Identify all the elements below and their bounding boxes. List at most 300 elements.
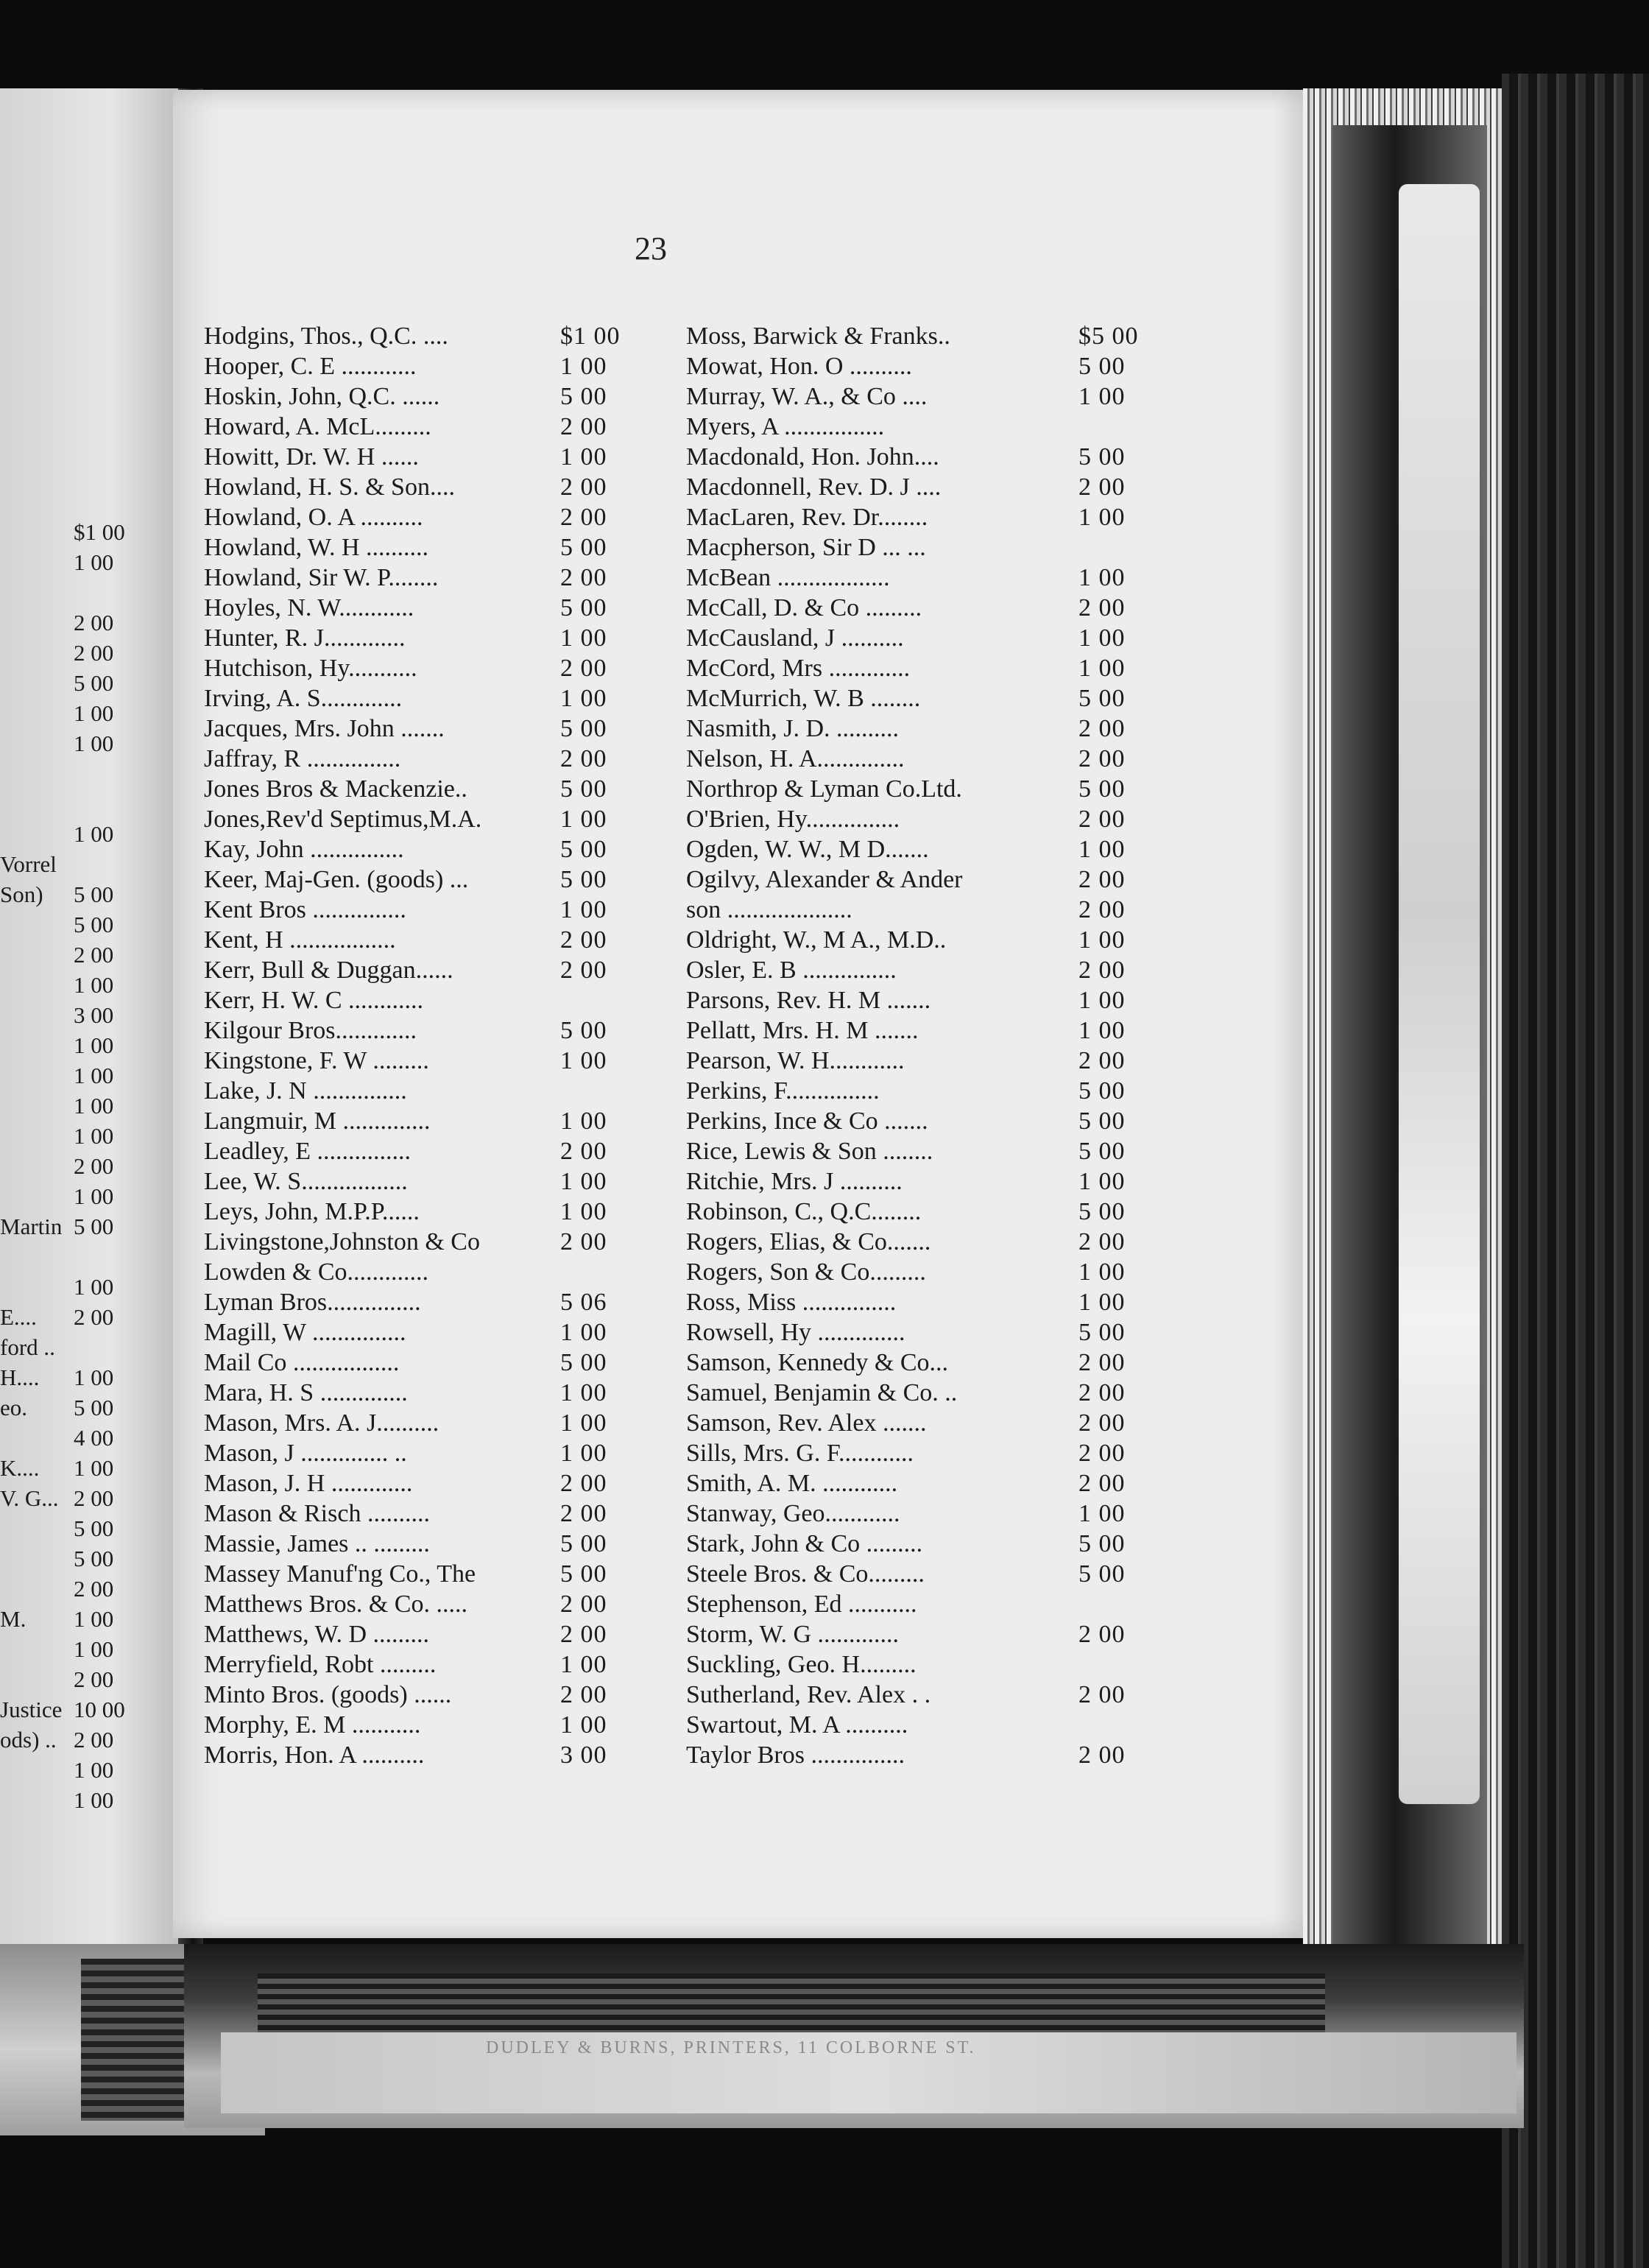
subscriber-name: Jones Bros & Mackenzie..: [204, 775, 467, 803]
left-page-amount: 5 00: [74, 1546, 114, 1571]
subscriber-name: Leadley, E ...............: [204, 1138, 412, 1165]
subscription-amount: 2 00: [1078, 806, 1126, 833]
left-page-amount: 3 00: [74, 1002, 114, 1028]
subscriber-name: Hodgins, Thos., Q.C. ....: [204, 323, 448, 350]
subscriber-name: Oldright, W., M A., M.D..: [686, 926, 947, 954]
subscription-amount: 2 00: [1078, 1409, 1126, 1437]
subscriber-name: Howland, H. S. & Son....: [204, 473, 455, 501]
subscriber-row: [204, 1197, 638, 1227]
subscriber-row: [204, 1076, 638, 1106]
subscription-amount: 2 00: [1078, 1379, 1126, 1406]
subscription-amount: 5 00: [1078, 1560, 1126, 1588]
left-page-row: [0, 1395, 177, 1424]
subscriber-name: Perkins, Ince & Co .......: [686, 1107, 928, 1135]
subscriber-row: [686, 1710, 1143, 1740]
left-page-row: [0, 1546, 177, 1575]
subscription-amount: 2 00: [1078, 866, 1126, 893]
left-page-name-fragment: H....: [0, 1364, 40, 1390]
subscriber-name: Howland, O. A ..........: [204, 504, 423, 531]
subscriber-row: [686, 623, 1143, 653]
subscriber-name: Taylor Bros ...............: [686, 1742, 905, 1769]
subscription-amount: 1 00: [560, 896, 607, 923]
subscriber-name: Hoskin, John, Q.C. ......: [204, 383, 440, 410]
subscriber-name: Kerr, H. W. C ............: [204, 987, 424, 1014]
subscriber-name: Storm, W. G .............: [686, 1621, 900, 1648]
left-page-row: [0, 972, 177, 1001]
subscriber-row: [204, 1619, 638, 1649]
subscriber-name: Samuel, Benjamin & Co. ..: [686, 1379, 958, 1406]
subscriber-row: [686, 321, 1143, 351]
subscriber-row: [204, 1559, 638, 1589]
subscriber-name: Osler, E. B ...............: [686, 957, 897, 984]
subscriber-name: McCausland, J ..........: [686, 624, 904, 652]
left-page-row: [0, 429, 177, 458]
left-page-row: [0, 1063, 177, 1092]
subscriber-row: [686, 1257, 1143, 1287]
subscriber-name: Howitt, Dr. W. H ......: [204, 443, 419, 471]
subscriber-row: [686, 834, 1143, 864]
left-page-name-fragment: Vorrel: [0, 851, 57, 877]
subscriber-row: [204, 1649, 638, 1680]
subscription-amount: 5 00: [560, 715, 607, 742]
subscriber-name: Macdonald, Hon. John....: [686, 443, 939, 471]
subscriber-row: [204, 1287, 638, 1317]
subscriber-row: [204, 442, 638, 472]
subscriber-row: [204, 955, 638, 985]
subscription-amount: 5 00: [560, 594, 607, 621]
subscription-amount: 5 00: [560, 866, 607, 893]
subscriber-name: Pellatt, Mrs. H. M .......: [686, 1017, 919, 1044]
left-page-row: [0, 1455, 177, 1485]
subscriber-row: [204, 1589, 638, 1619]
subscriber-row: [686, 472, 1143, 502]
subscriber-row: [686, 412, 1143, 442]
left-page-amount: 1 00: [74, 1364, 114, 1390]
subscriber-name: Lowden & Co.............: [204, 1258, 429, 1286]
left-page-amount: 5 00: [74, 881, 114, 907]
subscription-amount: 1 00: [1078, 987, 1126, 1014]
left-page-name-fragment: Martin: [0, 1214, 63, 1239]
left-page-name-fragment: Justice: [0, 1697, 63, 1722]
subscriber-name: Kay, John ...............: [204, 836, 404, 863]
left-page-amount: 2 00: [74, 1727, 114, 1753]
subscriber-row: [204, 1680, 638, 1710]
left-page-row: [0, 1002, 177, 1032]
subscriber-row: [686, 653, 1143, 683]
subscriber-name: Smith, A. M. ............: [686, 1470, 898, 1497]
subscriber-name: Ogilvy, Alexander & Ander: [686, 866, 963, 893]
left-page-amount: 1 00: [74, 1787, 114, 1813]
subscriber-row: [686, 1166, 1143, 1197]
left-page-row: [0, 1727, 177, 1756]
subscription-amount: 1 00: [1078, 504, 1126, 531]
subscriber-row: [686, 744, 1143, 774]
left-page-row: [0, 791, 177, 820]
subscriber-row: [204, 381, 638, 412]
subscription-amount: 2 00: [560, 564, 607, 591]
subscriber-name: Samson, Rev. Alex .......: [686, 1409, 927, 1437]
left-page-amount: 1 00: [74, 1757, 114, 1783]
subscriber-row: [204, 714, 638, 744]
left-page-amount: 2 00: [74, 1666, 114, 1692]
subscriber-name: Leys, John, M.P.P......: [204, 1198, 420, 1225]
left-page-amount: 2 00: [74, 610, 114, 635]
left-page-row: [0, 700, 177, 730]
subscription-amount: 1 00: [560, 443, 607, 471]
subscriber-name: Magill, W ...............: [204, 1319, 406, 1346]
subscriber-row: [204, 1317, 638, 1348]
left-page-amount: 1 00: [74, 1093, 114, 1119]
subscriber-name: Livingstone,Johnston & Co: [204, 1228, 480, 1256]
subscriber-row: [204, 804, 638, 834]
subscription-amount: 5 00: [560, 1017, 607, 1044]
left-page-amount: 2 00: [74, 640, 114, 666]
left-page-amount: 1 00: [74, 972, 114, 998]
left-page-amount: 1 00: [74, 700, 114, 726]
subscriber-name: Stark, John & Co .........: [686, 1530, 923, 1557]
subscriber-name: Macpherson, Sir D ... ...: [686, 534, 926, 561]
subscriber-name: MacLaren, Rev. Dr........: [686, 504, 928, 531]
subscriber-name: Irving, A. S.............: [204, 685, 403, 712]
subscriber-name: Sills, Mrs. G. F............: [686, 1440, 914, 1467]
subscription-amount: 2 00: [1078, 1047, 1126, 1074]
subscriber-name: Massey Manuf'ng Co., The: [204, 1560, 476, 1588]
subscription-amount: 5 00: [560, 1560, 607, 1588]
page-stack-highlight: [1399, 184, 1480, 1804]
subscriber-row: [204, 834, 638, 864]
subscriber-row: [686, 1106, 1143, 1136]
subscriber-name: son ....................: [686, 896, 852, 923]
subscription-amount: 1 00: [560, 1319, 607, 1346]
subscriber-name: Kingstone, F. W .........: [204, 1047, 429, 1074]
subscription-amount: 1 00: [1078, 1289, 1126, 1316]
subscriber-row: [204, 1136, 638, 1166]
subscriber-row: [686, 1076, 1143, 1106]
subscription-amount: 1 00: [560, 1409, 607, 1437]
subscription-amount: 5 00: [1078, 353, 1126, 380]
left-page-row: [0, 1425, 177, 1454]
subscription-amount: 2 00: [1078, 1349, 1126, 1376]
subscriber-name: Northrop & Lyman Co.Ltd.: [686, 775, 962, 803]
subscriber-name: Mason, J .............. ..: [204, 1440, 407, 1467]
subscriber-row: [686, 563, 1143, 593]
subscription-amount: 5 00: [1078, 1138, 1126, 1165]
subscription-amount: 5 00: [1078, 1530, 1126, 1557]
subscriber-row: [686, 1680, 1143, 1710]
left-page-row: [0, 1757, 177, 1786]
subscriber-row: [686, 1619, 1143, 1649]
subscriber-row: [686, 955, 1143, 985]
subscription-amount: 1 00: [1078, 1168, 1126, 1195]
subscriber-row: [204, 351, 638, 381]
subscription-amount: 2 00: [560, 1228, 607, 1256]
subscription-amount: 2 00: [560, 655, 607, 682]
subscriber-row: [686, 1015, 1143, 1046]
subscriber-row: [686, 1317, 1143, 1348]
subscriber-row: [686, 1438, 1143, 1468]
subscription-amount: 1 00: [560, 806, 607, 833]
left-page-row: [0, 821, 177, 850]
subscription-amount: 2 00: [1078, 1228, 1126, 1256]
subscriber-name: Perkins, F...............: [686, 1077, 880, 1105]
subscriber-name: Hoyles, N. W............: [204, 594, 414, 621]
left-page-amount: 1 00: [74, 1274, 114, 1300]
subscription-amount: 2 00: [1078, 473, 1126, 501]
left-page-row: [0, 942, 177, 971]
left-page-row: [0, 398, 177, 428]
left-page-row: [0, 670, 177, 700]
subscriber-row: [204, 1740, 638, 1770]
subscription-amount: 1 00: [560, 1047, 607, 1074]
subscription-amount: 1 00: [1078, 655, 1126, 682]
subscriber-row: [204, 1106, 638, 1136]
subscriber-name: Nasmith, J. D. ..........: [686, 715, 899, 742]
subscriber-name: McBean ..................: [686, 564, 890, 591]
left-page-row: [0, 368, 177, 398]
subscriber-row: [686, 683, 1143, 714]
left-page-row: [0, 1515, 177, 1545]
left-page-amount: 2 00: [74, 1153, 114, 1179]
subscription-amount: 2 00: [1078, 1681, 1126, 1708]
subscription-amount: 1 00: [1078, 383, 1126, 410]
subscription-amount: $5 00: [1078, 323, 1139, 350]
subscriber-name: Hunter, R. J.............: [204, 624, 406, 652]
subscription-amount: 2 00: [560, 1621, 607, 1648]
left-page-row: [0, 881, 177, 911]
subscription-amount: 2 00: [1078, 896, 1126, 923]
subscriber-name: Keer, Maj-Gen. (goods) ...: [204, 866, 469, 893]
subscriber-name: Massie, James .. .........: [204, 1530, 430, 1557]
left-page-amount: $1 00: [74, 519, 125, 545]
subscriber-row: [204, 895, 638, 925]
subscriber-name: Moss, Barwick & Franks..: [686, 323, 950, 350]
subscriber-row: [686, 1740, 1143, 1770]
subscriber-row: [204, 1468, 638, 1498]
subscriber-row: [686, 864, 1143, 895]
subscriber-name: Ritchie, Mrs. J ..........: [686, 1168, 903, 1195]
left-page-name-fragment: eo.: [0, 1395, 28, 1420]
subscriber-name: Howland, Sir W. P........: [204, 564, 439, 591]
page-number: 23: [635, 230, 667, 267]
subscriber-name: Lake, J. N ...............: [204, 1077, 407, 1105]
subscriber-name: Mowat, Hon. O ..........: [686, 353, 912, 380]
subscriber-name: Macdonnell, Rev. D. J ....: [686, 473, 942, 501]
subscriber-row: [204, 1498, 638, 1529]
left-page-row: [0, 1485, 177, 1515]
subscriber-row: [686, 714, 1143, 744]
subscription-amount: 1 00: [560, 1168, 607, 1195]
subscription-amount: 5 00: [1078, 685, 1126, 712]
left-page-row: [0, 1244, 177, 1273]
left-page-amount: 1 00: [74, 549, 114, 575]
left-page-row: [0, 459, 177, 488]
subscription-amount: 1 00: [1078, 564, 1126, 591]
subscriber-name: Swartout, M. A ..........: [686, 1711, 908, 1739]
subscriber-row: [204, 1378, 638, 1408]
subscriber-row: [204, 744, 638, 774]
left-page-row: [0, 1697, 177, 1726]
subscription-amount: 5 00: [560, 836, 607, 863]
subscriber-name: Nelson, H. A..............: [686, 745, 905, 772]
subscription-amount: 3 00: [560, 1742, 607, 1769]
left-page-amount: 5 00: [74, 912, 114, 937]
subscription-amount: 2 00: [1078, 957, 1126, 984]
subscriber-row: [686, 1589, 1143, 1619]
subscriber-row: [204, 1166, 638, 1197]
left-page-name-fragment: V. G...: [0, 1485, 59, 1511]
subscription-amount: 1 00: [560, 1651, 607, 1678]
subscriber-name: Rowsell, Hy ..............: [686, 1319, 905, 1346]
subscription-amount: 2 00: [1078, 1742, 1126, 1769]
left-page-row: [0, 1364, 177, 1394]
subscriber-name: Jaffray, R ...............: [204, 745, 401, 772]
subscription-amount: 5 00: [1078, 1107, 1126, 1135]
subscriber-name: Jones,Rev'd Septimus,M.A.: [204, 806, 482, 833]
left-page-row: [0, 1606, 177, 1635]
left-page-row: [0, 1274, 177, 1303]
subscription-amount: 2 00: [560, 1138, 607, 1165]
subscription-amount: 5 00: [1078, 443, 1126, 471]
subscriber-name: Robinson, C., Q.C........: [686, 1198, 922, 1225]
subscription-amount: 2 00: [560, 926, 607, 954]
subscription-amount: 5 00: [1078, 1319, 1126, 1346]
subscriber-row: [204, 412, 638, 442]
subscriber-name: Ogden, W. W., M D.......: [686, 836, 929, 863]
subscriber-row: [204, 623, 638, 653]
subscriber-row: [204, 774, 638, 804]
left-page-name-fragment: M.: [0, 1606, 27, 1632]
subscription-amount: 1 00: [560, 1379, 607, 1406]
subscription-amount: 2 00: [1078, 1621, 1126, 1648]
subscriber-row: [686, 1136, 1143, 1166]
subscription-amount: 2 00: [1078, 715, 1126, 742]
left-page-amount: 1 00: [74, 1123, 114, 1149]
left-page-amount: 4 00: [74, 1425, 114, 1451]
left-page-amount: 1 00: [74, 821, 114, 847]
subscriber-row: [204, 1348, 638, 1378]
subscriber-name: Mara, H. S ..............: [204, 1379, 408, 1406]
subscription-amount: 5 00: [560, 534, 607, 561]
left-page-row: [0, 912, 177, 941]
subscription-amount: 2 00: [560, 1500, 607, 1527]
subscription-amount: 5 00: [1078, 775, 1126, 803]
left-page-amount: 2 00: [74, 942, 114, 968]
subscriber-name: Mason, J. H .............: [204, 1470, 413, 1497]
subscriber-name: Mason, Mrs. A. J..........: [204, 1409, 439, 1437]
left-page-row: [0, 489, 177, 518]
subscriber-name: Lee, W. S.................: [204, 1168, 408, 1195]
left-facing-page: [0, 88, 184, 1944]
left-page-amount: 5 00: [74, 1214, 114, 1239]
left-page-row: [0, 1666, 177, 1696]
subscriber-row: [686, 1046, 1143, 1076]
subscriber-row: [686, 1287, 1143, 1317]
left-page-row: [0, 1214, 177, 1243]
subscription-amount: 1 00: [560, 1711, 607, 1739]
subscription-amount: 2 00: [560, 745, 607, 772]
left-page-amount: 1 00: [74, 1063, 114, 1088]
subscriber-row: [686, 1378, 1143, 1408]
subscriber-name: McMurrich, W. B ........: [686, 685, 921, 712]
subscriber-row: [204, 502, 638, 532]
subscription-amount: 1 00: [560, 624, 607, 652]
subscriber-name: Steele Bros. & Co.........: [686, 1560, 925, 1588]
subscription-amount: 1 00: [1078, 1500, 1126, 1527]
subscriber-row: [686, 925, 1143, 955]
left-page-amount: 1 00: [74, 1183, 114, 1209]
subscriber-row: [686, 985, 1143, 1015]
subscriber-name: Morris, Hon. A ..........: [204, 1742, 425, 1769]
subscriber-name: Stanway, Geo............: [686, 1500, 900, 1527]
subscriber-row: [686, 1468, 1143, 1498]
subscription-amount: 1 00: [1078, 836, 1126, 863]
left-page-amount: 5 00: [74, 1395, 114, 1420]
subscriber-row: [686, 502, 1143, 532]
subscriber-name: Rogers, Son & Co.........: [686, 1258, 926, 1286]
subscriber-row: [204, 1408, 638, 1438]
left-page-amount: 2 00: [74, 1576, 114, 1602]
left-page-row: [0, 1123, 177, 1152]
subscriber-name: Lyman Bros...............: [204, 1289, 421, 1316]
left-page-row: [0, 1787, 177, 1817]
subscription-amount: 2 00: [1078, 1470, 1126, 1497]
subscription-amount: $1 00: [560, 323, 621, 350]
subscriber-name: Minto Bros. (goods) ......: [204, 1681, 452, 1708]
subscriber-name: Murray, W. A., & Co ....: [686, 383, 928, 410]
subscription-amount: 2 00: [560, 1681, 607, 1708]
subscription-amount: 2 00: [560, 413, 607, 440]
subscriber-name: Kerr, Bull & Duggan......: [204, 957, 453, 984]
subscription-amount: 1 00: [1078, 1017, 1126, 1044]
subscription-amount: 2 00: [560, 473, 607, 501]
subscriber-name: Myers, A ................: [686, 413, 885, 440]
subscriber-name: Mail Co .................: [204, 1349, 400, 1376]
subscriber-name: Matthews Bros. & Co. .....: [204, 1591, 467, 1618]
left-page-amount: 5 00: [74, 1515, 114, 1541]
subscriber-row: [686, 1197, 1143, 1227]
subscriber-name: McCord, Mrs .............: [686, 655, 911, 682]
subscriber-name: Pearson, W. H............: [686, 1047, 905, 1074]
left-page-row: [0, 730, 177, 760]
subscriber-row: [204, 532, 638, 563]
left-page-row: [0, 1576, 177, 1605]
subscription-amount: 2 00: [1078, 745, 1126, 772]
subscriber-row: [204, 593, 638, 623]
printer-imprint: DUDLEY & BURNS, PRINTERS, 11 COLBORNE ST.: [486, 2038, 976, 2057]
left-page-amount: 2 00: [74, 1485, 114, 1511]
subscriber-row: [204, 925, 638, 955]
subscription-amount: 2 00: [560, 1470, 607, 1497]
left-page-amount: 1 00: [74, 730, 114, 756]
left-page-row: [0, 1093, 177, 1122]
subscriber-row: [204, 1046, 638, 1076]
subscriber-row: [686, 774, 1143, 804]
left-page-name-fragment: E....: [0, 1304, 37, 1330]
left-page-row: [0, 1304, 177, 1334]
left-page-row: [0, 640, 177, 669]
subscriber-name: Howland, W. H ..........: [204, 534, 429, 561]
left-page-row: [0, 580, 177, 609]
left-page-row: [0, 1183, 177, 1213]
subscriber-row: [204, 1257, 638, 1287]
subscriber-name: Stephenson, Ed ...........: [686, 1591, 917, 1618]
subscriber-name: Kilgour Bros.............: [204, 1017, 417, 1044]
subscriber-row: [686, 1559, 1143, 1589]
left-page-amount: 5 00: [74, 670, 114, 696]
subscription-amount: 5 00: [560, 775, 607, 803]
subscriber-name: Sutherland, Rev. Alex . .: [686, 1681, 931, 1708]
subscription-amount: 5 00: [1078, 1198, 1126, 1225]
